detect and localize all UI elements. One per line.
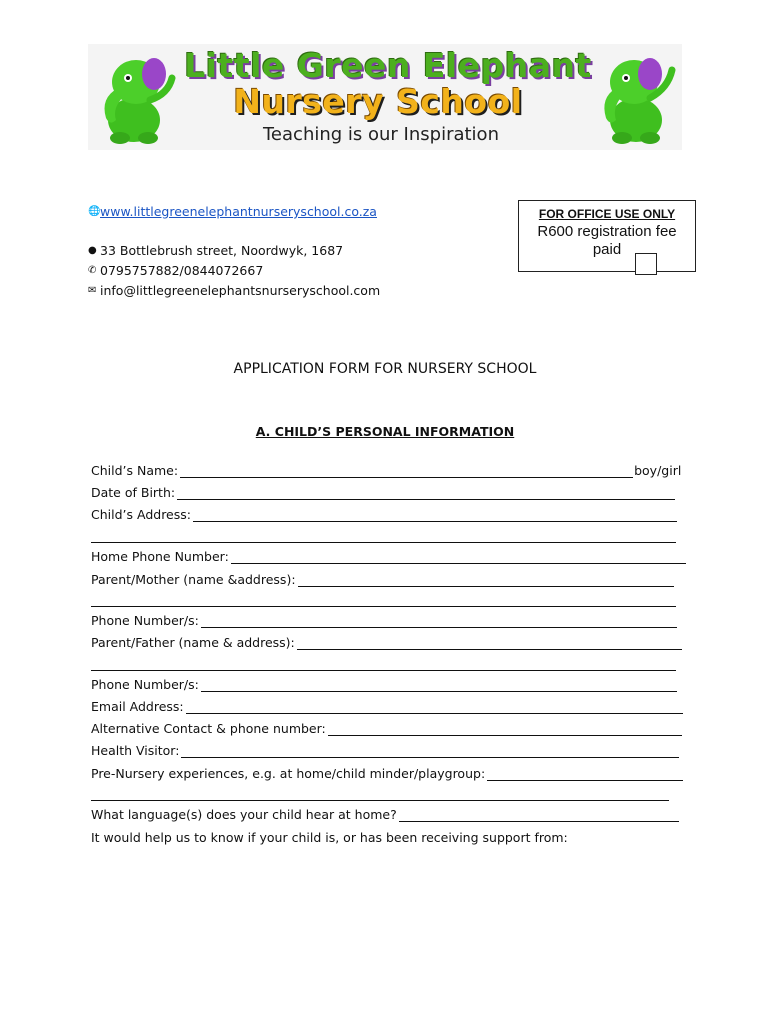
- school-tagline: Teaching is our Inspiration: [263, 124, 499, 145]
- location-pin-icon: ●: [88, 245, 97, 256]
- registration-fee-label: R600 registration fee paid: [537, 223, 677, 258]
- father-phone-label: Phone Number/s:: [91, 677, 199, 692]
- father-phone-row: [91, 676, 677, 692]
- support-label: It would help us to know if your child is, or has been receiving support from:: [91, 830, 568, 845]
- pre-nursery-field-2[interactable]: [91, 800, 669, 801]
- mother-phone-row: [91, 612, 677, 628]
- dob-field[interactable]: [177, 486, 675, 500]
- health-visitor-label: Health Visitor:: [91, 743, 180, 758]
- mother-field[interactable]: [298, 573, 674, 587]
- pre-nursery-row: [91, 765, 683, 781]
- languages-row: [91, 806, 679, 822]
- school-name-line2: Nursery School: [233, 82, 523, 121]
- fee-paid-checkbox[interactable]: [635, 253, 657, 275]
- mother-phone-field[interactable]: [201, 614, 677, 628]
- globe-icon: 🌐: [88, 206, 101, 217]
- phone-text: 0795757882/0844072667: [100, 263, 264, 278]
- child-address-row: [91, 506, 677, 522]
- email-label: Email Address:: [91, 699, 184, 714]
- child-address-field-2[interactable]: [91, 542, 676, 543]
- child-name-label: Child’s Name:: [91, 463, 179, 478]
- section-a-heading: A. CHILD’S PERSONAL INFORMATION: [255, 424, 515, 439]
- child-name-row: [91, 462, 681, 478]
- alt-contact-row: [91, 720, 682, 736]
- father-phone-field[interactable]: [201, 678, 677, 692]
- father-field-2[interactable]: [91, 670, 676, 671]
- elephant-mascot-icon: [592, 48, 678, 146]
- school-name-line1: Little Green Elephant: [184, 46, 592, 85]
- email-text: info@littlegreenelephantsnurseryschool.com: [100, 283, 381, 298]
- form-title: APPLICATION FORM FOR NURSERY SCHOOL: [233, 361, 537, 377]
- address-line: [88, 243, 343, 258]
- envelope-icon: ✉: [88, 285, 97, 296]
- child-name-field[interactable]: [180, 464, 633, 478]
- website-line: [88, 204, 377, 219]
- phone-line: [88, 263, 263, 278]
- pre-nursery-label: Pre-Nursery experiences, e.g. at home/child minder/playgroup:: [91, 766, 486, 781]
- child-address-field[interactable]: [193, 508, 677, 522]
- languages-field[interactable]: [399, 808, 679, 822]
- child-address-label: Child’s Address:: [91, 507, 191, 522]
- mother-field-2[interactable]: [91, 606, 676, 607]
- mother-phone-label: Phone Number/s:: [91, 613, 199, 628]
- support-row: [91, 829, 568, 845]
- email-line: [88, 283, 380, 298]
- office-use-heading: FOR OFFICE USE ONLY: [538, 207, 676, 221]
- gender-option-label: boy/girl: [634, 463, 682, 478]
- father-label: Parent/Father (name & address):: [91, 635, 295, 650]
- dob-label: Date of Birth:: [91, 485, 176, 500]
- home-phone-row: [91, 548, 686, 564]
- alt-contact-field[interactable]: [328, 722, 682, 736]
- pre-nursery-field[interactable]: [487, 767, 683, 781]
- office-use-box: [518, 200, 696, 272]
- dob-row: [91, 484, 675, 500]
- website-link[interactable]: www.littlegreenelephantnurseryschool.co.za: [100, 204, 377, 219]
- father-field[interactable]: [297, 636, 682, 650]
- email-row: [91, 698, 683, 714]
- school-banner: [88, 44, 682, 150]
- alt-contact-label: Alternative Contact & phone number:: [91, 721, 326, 736]
- languages-label: What language(s) does your child hear at home?: [91, 807, 397, 822]
- mother-row: [91, 571, 674, 587]
- father-row: [91, 634, 682, 650]
- health-visitor-field[interactable]: [181, 744, 679, 758]
- mother-label: Parent/Mother (name &address):: [91, 572, 296, 587]
- home-phone-label: Home Phone Number:: [91, 549, 229, 564]
- address-text: 33 Bottlebrush street, Noordwyk, 1687: [100, 243, 344, 258]
- home-phone-field[interactable]: [231, 550, 686, 564]
- email-field[interactable]: [186, 700, 683, 714]
- phone-icon: ✆: [88, 265, 97, 276]
- health-visitor-row: [91, 742, 679, 758]
